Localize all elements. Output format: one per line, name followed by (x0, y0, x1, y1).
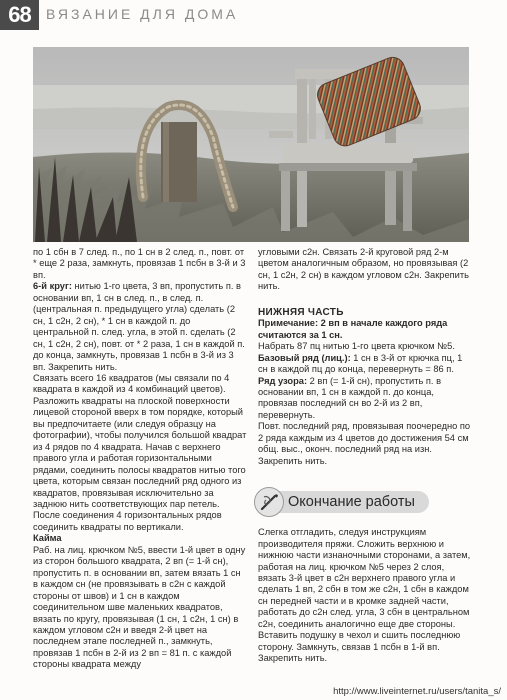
paragraph: Связать всего 16 квадратов (мы связали по 4 квадрата в каждой из 4 комбинаций цветов). Разложить квадраты на плоской поверхности лицевой стороной вверх в том порядке, который вы предпочитаете (или следуя образцу на фотографии), чтобы получился большой квадрат из 4 рядов по 4 квадрата. Начав с верхнего правого угла и работая горизонтальными рядами, соединить полосы квадратов нитью того цвета, которым связан последний ряд одного из квадратов, провязывая исключительно за заднюю нить соответствующих пар петель. После соединения 4 горизонтальных рядов соединить квадраты по вертикали. (33, 372, 247, 532)
paragraph: по 1 сбн в 7 след. п., по 1 сн в 2 след. п., повт. от * еще 2 раза, замкнуть, провязав 1 псбн в 3-й и 3 вп. (33, 247, 246, 280)
finish-heading-block (254, 487, 472, 517)
left-column (33, 247, 248, 671)
finish-heading: Окончание работы (278, 491, 429, 513)
round6-paragraph (33, 281, 248, 373)
pattern-row-label: Ряд узора: (258, 375, 308, 386)
page-header (0, 0, 507, 32)
round6-text: нитью 1-го цвета, 3 вп, пропустить п. в основании вп, 1 сн в след. п., в след. п. (центральная п. предыдущего угла) сделать (2 сн, 1 с2н, 2 сн), * 1 сн в каждой п. до центральной п. след. угла, в этой п. сделать (2 сн, 1 с2н, 2 сн), повт. от * 2 раза, 1 сн в каждой п. до конца, замкнуть, провязав 1 псбн в 3-й из 3 вп. Закрепить нить. (33, 281, 245, 372)
crochet-hook-icon (254, 487, 284, 517)
round6-label: 6-й круг: (33, 281, 72, 292)
base-row-paragraph (258, 353, 472, 376)
paragraph: Повт. последний ряд, провязывая поочередно по 2 ряда каждым из 4 цветов до достижения 54 см общ. выс., оконч. последний ряд на изн. Закрепить нить. (258, 421, 471, 466)
paragraph: Слегка отгладить, следуя инструкциям производителя пряжи. Сложить верхнюю и нижнюю части изнаночными сторонами, а затем, работая на лиц. крючком №5 через 2 слоя, вязать 3-й цвет в с2н верхнего правого угла и сделать 1 вп, 2 сбн в том же с2н, 1 сбн в каждом сн передней части и в кромке задней части, работать до с2н след. угла, 3 сбн в центральном с2н, соединить аналогично еще две стороны. Вставить подушку в чехол и сшить последнюю сторону. Замкнуть, связав 1 псбн в 1-й вп. Закрепить нить. (258, 527, 471, 664)
chair-photo (33, 47, 469, 242)
paragraph: угловыми с2н. Связать 2-й круговой ряд 2-м цветом аналогичным образом, но провязывая (2 сн, 1 с2н, 2 сн) в каждом угловом с2н. Закрепить нить. (258, 247, 469, 292)
pattern-row-paragraph (258, 376, 472, 422)
magazine-title: ВЯЗАНИЕ ДЛЯ ДОМА (46, 6, 239, 22)
page-number: 68 (0, 0, 39, 30)
note: Примечание: 2 вп в начале каждого ряда считаются за 1 сн. (258, 318, 448, 340)
paragraph: Раб. на лиц. крючком №5, ввести 1-й цвет в одну из сторон большого квадрата, 2 вп (= 1-й сн), пропустить п. в основании вп, затем вязать 1 сн в каждом сн (не провязывать в с2н с каждой стороны от швов) и 1 сн в каждом соединительном шве маленьких квадратов, вязать по кругу, провязывая (1 сн, 1 с2н, 1 сн) в каждом угловом с2н и введя 2-й цвет на последнем этапе последней п., замкнуть, провязав 1 псбн в 2-й из 2 вп = 81 п. с каждой стороны квадрата между (33, 544, 246, 670)
kaima-heading: Кайма (33, 533, 62, 544)
right-column (258, 247, 472, 665)
pattern-row-text: 2 вп (= 1-й сн), пропустить п. в основании вп, 1 сн в каждой п. до конца, провязав последний сн во 2-й из 2 вп, перевернуть. (258, 375, 442, 420)
base-row-label: Базовый ряд (лиц.): (258, 352, 351, 363)
paragraph: Набрать 87 пц нитью 1-го цвета крючком №5. (258, 341, 455, 352)
lower-part-heading: НИЖНЯЯ ЧАСТЬ (258, 306, 344, 318)
source-url: http://www.liveinternet.ru/users/tanita_s/ (333, 686, 501, 697)
base-row-text: 1 сн в 3-й от крючка пц, 1 сн в каждой пц до конца, перевернуть = 86 п. (258, 352, 463, 375)
